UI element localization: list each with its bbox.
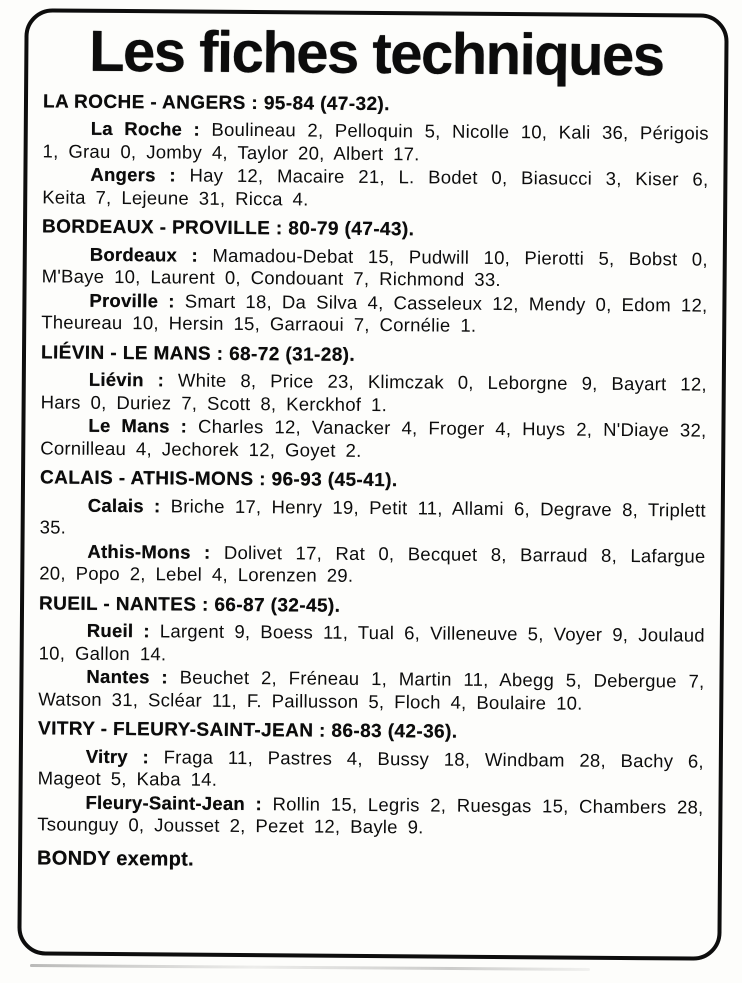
team-paragraph <box>38 666 704 716</box>
match-section <box>37 719 704 842</box>
team-name: Athis-Mons : <box>87 540 211 563</box>
team-name: Vitry : <box>85 745 150 767</box>
match-header: LA ROCHE - ANGERS : 95-84 (47-32). <box>42 91 390 115</box>
team-players: Charles 12, Vanacker 4, Froger 4, Huys 2, N'Diaye 32, Cornilleau 4, Jechorek 12, Goyet 2. <box>40 415 707 461</box>
team-players: Smart 18, Da Silva 4, Casseleux 12, Mendy 0, Edom 12, Theureau 10, Hersin 15, Garraoui 7, Cornélie 1. <box>41 290 708 336</box>
team-players: Dolivet 17, Rat 0, Becquet 8, Barraud 8, Lafargue 20, Popo 2, Lebel 4, Lorenzen 29. <box>39 541 706 586</box>
match-header: BORDEAUX - PROVILLE : 80-79 (47-43). <box>41 216 415 241</box>
team-name: Proville : <box>89 289 175 312</box>
match-section <box>38 593 705 716</box>
team-players: Beuchet 2, Fréneau 1, Martin 11, Abegg 5, Debergue 7, Watson 31, Scléar 11, F. Paillusson 5, Floch 4, Boulaire 10. <box>38 666 705 714</box>
team-name: Fleury-Saint-Jean : <box>85 791 263 814</box>
exempt-note: BONDY exempt. <box>36 846 195 871</box>
team-name: Angers : <box>90 163 176 186</box>
team-name: Rueil : <box>86 619 150 642</box>
team-players: Largent 9, Boess 11, Tual 6, Villeneuve 5, Voyer 9, Joulaud 10, Gallon 14. <box>38 620 705 665</box>
team-paragraph <box>37 791 703 841</box>
match-header: CALAIS - ATHIS-MONS : 96-93 (45-41). <box>39 467 398 492</box>
page-title: Les fiches techniques <box>88 18 664 89</box>
team-players: Rollin 15, Legris 2, Ruesgas 15, Chambers 28, Tsounguy 0, Jousset 2, Pezet 12, Bayle 9. <box>37 792 704 838</box>
match-section <box>39 468 706 591</box>
team-name: Bordeaux : <box>89 243 199 266</box>
match-header: RUEIL - NANTES : 66-87 (32-45). <box>38 593 341 617</box>
match-header: VITRY - FLEURY-SAINT-JEAN : 86-83 (42-36). <box>37 718 458 743</box>
team-players: White 8, Price 23, Klimczak 0, Leborgne 9, Bayart 12, Hars 0, Duriez 7, Scott 8, Kerckhof 1. <box>40 369 707 415</box>
team-paragraph <box>42 243 708 293</box>
team-players: Hay 12, Macaire 21, L. Bodet 0, Biasucci 3, Kiser 6, Keita 7, Lejeune 31, Ricca 4. <box>42 164 709 210</box>
match-section <box>41 217 708 340</box>
match-header: LIÉVIN - LE MANS : 68-72 (31-28). <box>40 342 356 366</box>
team-players: Mamadou-Debat 15, Pudwill 10, Pierotti 5, Bobst 0, M'Baye 10, Laurent 0, Condouant 7, Richmond 33. <box>41 244 708 291</box>
team-players: Fraga 11, Pastres 4, Bussy 18, Windbam 28, Bachy 6, Mageot 5, Kaba 14. <box>37 745 704 790</box>
team-players: Briche 17, Henry 19, Petit 11, Allami 6, Degrave 8, Triplett 35. <box>39 495 706 538</box>
article-frame <box>17 8 728 960</box>
team-paragraph <box>40 494 706 544</box>
team-paragraph <box>42 164 708 214</box>
team-name: Nantes : <box>86 665 168 688</box>
team-name: Liévin : <box>88 368 165 391</box>
team-paragraph <box>40 415 706 465</box>
team-name: Calais : <box>87 494 161 516</box>
team-name: Le Mans : <box>88 414 188 437</box>
team-paragraph <box>41 369 707 419</box>
team-paragraph <box>39 540 705 590</box>
team-paragraph <box>39 620 705 670</box>
match-section <box>40 342 707 465</box>
team-name: La Roche : <box>90 117 201 140</box>
match-section <box>42 91 709 214</box>
scan-artifact <box>30 964 590 971</box>
team-paragraph <box>43 118 709 168</box>
team-players: Boulineau 2, Pelloquin 5, Nicolle 10, Kali 36, Périgois 1, Grau 0, Jomby 4, Taylor 20, Albert 17. <box>42 118 709 164</box>
team-paragraph <box>41 289 707 339</box>
team-paragraph <box>38 745 704 795</box>
